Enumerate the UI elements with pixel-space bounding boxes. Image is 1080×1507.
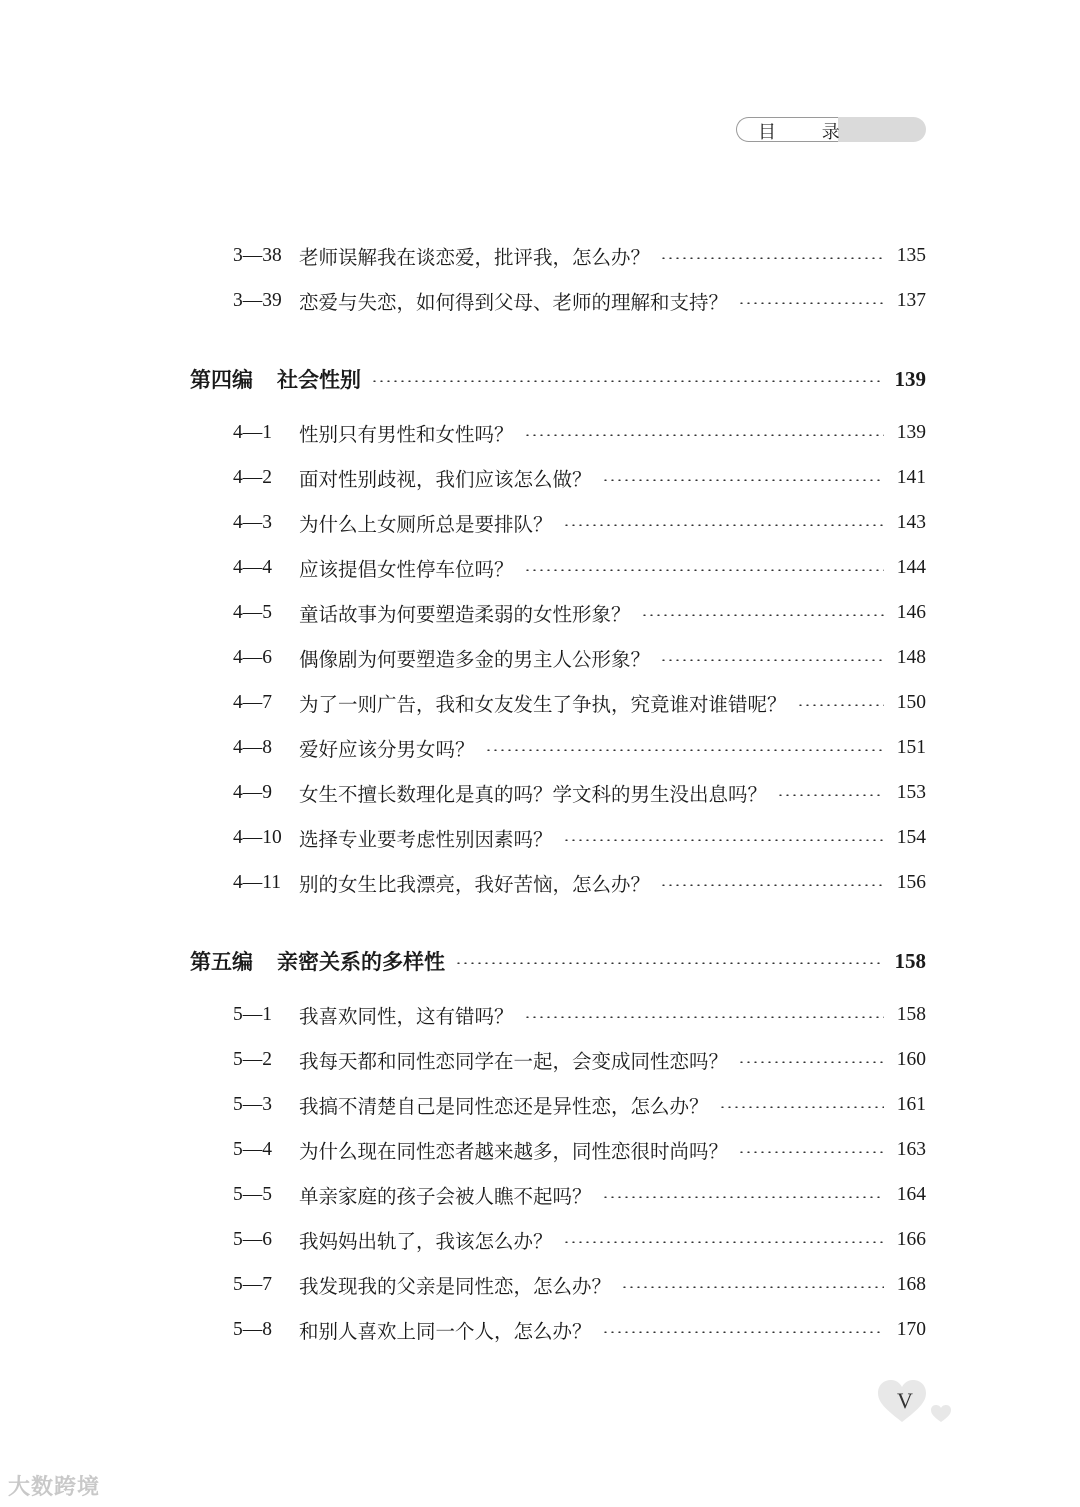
dot-leader — [738, 1151, 884, 1153]
entry-title: 单亲家庭的孩子会被人瞧不起吗？ — [299, 1185, 592, 1208]
entry-number: 3—38 — [233, 245, 282, 266]
toc-entry-row — [233, 1225, 926, 1255]
dot-leader — [738, 302, 884, 304]
dot-leader — [660, 884, 884, 886]
toc-entry-row — [233, 868, 926, 898]
entry-number: 4—2 — [233, 467, 272, 488]
entry-page-number: 158 — [894, 948, 926, 973]
entry-title: 恋爱与失恋，如何得到父母、老师的理解和支持？ — [299, 291, 729, 314]
page-number-roman: V — [897, 1388, 913, 1413]
entry-number: 5—5 — [233, 1184, 272, 1205]
toc-entry-row — [233, 553, 926, 583]
toc-entry-row — [233, 1315, 926, 1345]
entry-title: 社会性别 — [277, 368, 361, 392]
entry-title: 老师误解我在谈恋爱，批评我，怎么办？ — [299, 246, 651, 269]
toc-entry-row — [233, 463, 926, 493]
entry-title: 我每天都和同性恋同学在一起，会变成同性恋吗？ — [299, 1050, 729, 1073]
dot-leader — [563, 1241, 884, 1243]
dot-leader — [660, 659, 884, 661]
entry-number: 4—9 — [233, 782, 272, 803]
entry-number: 4—1 — [233, 422, 272, 443]
entry-number: 4—3 — [233, 512, 272, 533]
entry-page-number: 150 — [896, 692, 926, 713]
dot-leader — [738, 1061, 884, 1063]
entry-number: 5—2 — [233, 1049, 272, 1070]
entry-page-number: 146 — [896, 602, 926, 623]
entry-page-number: 168 — [896, 1274, 926, 1295]
entry-number: 5—1 — [233, 1004, 272, 1025]
entry-number: 5—4 — [233, 1139, 272, 1160]
entry-title: 我喜欢同性，这有错吗？ — [299, 1005, 514, 1028]
heart-icon — [875, 1378, 955, 1428]
entry-number: 4—6 — [233, 647, 272, 668]
toc-header-label: 目 录 — [758, 122, 860, 143]
entry-page-number: 164 — [896, 1184, 926, 1205]
entry-page-number: 139 — [896, 422, 926, 443]
dot-leader — [719, 1106, 884, 1108]
entry-title: 偶像剧为何要塑造多金的男主人公形象？ — [299, 648, 651, 671]
entry-number: 第五编 — [190, 950, 253, 974]
entry-number: 5—8 — [233, 1319, 272, 1340]
entry-page-number: 163 — [896, 1139, 926, 1160]
entry-title: 面对性别歧视，我们应该怎么做？ — [299, 468, 592, 491]
entry-title: 女生不擅长数理化是真的吗？学文科的男生没出息吗？ — [299, 783, 768, 806]
toc-entry-row — [233, 241, 926, 271]
dot-leader — [455, 962, 884, 964]
dot-leader — [602, 1331, 884, 1333]
entry-number: 4—5 — [233, 602, 272, 623]
dot-leader — [602, 1196, 884, 1198]
entry-title: 性别只有男性和女性吗？ — [299, 423, 514, 446]
toc-entry-row — [233, 1045, 926, 1075]
entry-page-number: 166 — [896, 1229, 926, 1250]
dot-leader — [602, 479, 884, 481]
entry-page-number: 170 — [896, 1319, 926, 1340]
entry-page-number: 156 — [896, 872, 926, 893]
entry-title: 别的女生比我漂亮，我好苦恼，怎么办？ — [299, 873, 651, 896]
dot-leader — [524, 434, 884, 436]
toc-chapter-row — [190, 364, 926, 394]
entry-title: 选择专业要考虑性别因素吗？ — [299, 828, 553, 851]
toc-entry-row — [233, 733, 926, 763]
entry-page-number: 144 — [896, 557, 926, 578]
toc-entry-row — [233, 418, 926, 448]
entry-title: 爱好应该分男女吗？ — [299, 738, 475, 761]
page-number-badge — [875, 1378, 955, 1432]
toc-entry-row — [233, 286, 926, 316]
entry-page-number: 160 — [896, 1049, 926, 1070]
entry-page-number: 139 — [894, 366, 926, 391]
dot-leader — [641, 614, 884, 616]
entry-number: 4—11 — [233, 872, 282, 893]
entry-title: 我搞不清楚自己是同性恋还是异性恋，怎么办？ — [299, 1095, 709, 1118]
entry-number: 4—4 — [233, 557, 272, 578]
entry-title: 和别人喜欢上同一个人，怎么办？ — [299, 1320, 592, 1343]
toc-entry-row — [233, 1090, 926, 1120]
entry-number: 5—6 — [233, 1229, 272, 1250]
entry-page-number: 135 — [896, 245, 926, 266]
entry-number: 5—7 — [233, 1274, 272, 1295]
toc-entry-row — [233, 1270, 926, 1300]
toc-entry-row — [233, 1135, 926, 1165]
toc-entry-row — [233, 778, 926, 808]
entry-number: 3—39 — [233, 290, 282, 311]
entry-title: 为什么上女厕所总是要排队？ — [299, 513, 553, 536]
entry-number: 4—10 — [233, 827, 282, 848]
toc-entry-row — [233, 688, 926, 718]
entry-page-number: 158 — [896, 1004, 926, 1025]
entry-number: 4—7 — [233, 692, 272, 713]
entry-page-number: 161 — [896, 1094, 926, 1115]
entry-page-number: 143 — [896, 512, 926, 533]
toc-entry-row — [233, 823, 926, 853]
toc-entry-row — [233, 1000, 926, 1030]
dot-leader — [524, 1016, 884, 1018]
entry-title: 亲密关系的多样性 — [277, 950, 445, 974]
dot-leader — [524, 569, 884, 571]
entry-page-number: 151 — [896, 737, 926, 758]
dot-leader — [563, 524, 884, 526]
toc-header-tab — [736, 117, 926, 142]
toc-entry-row — [233, 508, 926, 538]
entry-title: 童话故事为何要塑造柔弱的女性形象？ — [299, 603, 631, 626]
dot-leader — [777, 794, 884, 796]
entry-page-number: 141 — [896, 467, 926, 488]
entry-title: 我发现我的父亲是同性恋，怎么办？ — [299, 1275, 612, 1298]
entry-page-number: 137 — [896, 290, 926, 311]
toc-entry-row — [233, 598, 926, 628]
entry-number: 5—3 — [233, 1094, 272, 1115]
dot-leader — [797, 704, 884, 706]
watermark-text: 大数跨境 — [8, 1475, 101, 1500]
entry-number: 第四编 — [190, 368, 253, 392]
entry-title: 为什么现在同性恋者越来越多，同性恋很时尚吗？ — [299, 1140, 729, 1163]
dot-leader — [621, 1286, 884, 1288]
entry-title: 应该提倡女性停车位吗？ — [299, 558, 514, 581]
toc-chapter-row — [190, 946, 926, 976]
dot-leader — [371, 380, 884, 382]
dot-leader — [563, 839, 884, 841]
dot-leader — [485, 749, 884, 751]
entry-title: 我妈妈出轨了，我该怎么办？ — [299, 1230, 553, 1253]
entry-page-number: 154 — [896, 827, 926, 848]
entry-number: 4—8 — [233, 737, 272, 758]
entry-page-number: 153 — [896, 782, 926, 803]
dot-leader — [660, 257, 884, 259]
toc-entry-row — [233, 643, 926, 673]
toc-entry-row — [233, 1180, 926, 1210]
entry-page-number: 148 — [896, 647, 926, 668]
entry-title: 为了一则广告，我和女友发生了争执，究竟谁对谁错呢？ — [299, 693, 787, 716]
